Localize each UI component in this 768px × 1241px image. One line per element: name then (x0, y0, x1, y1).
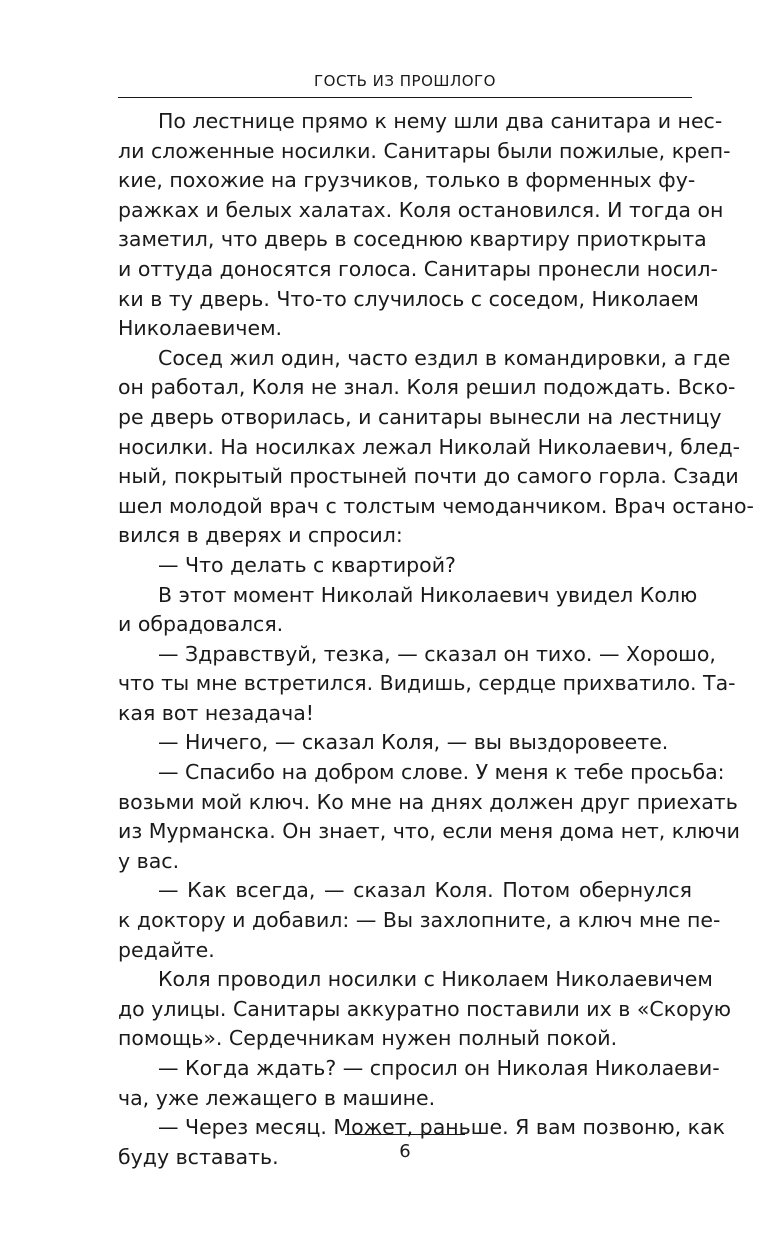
text-line: из Мурманска. Он знает, что, если меня дома нет, ключи (118, 819, 740, 844)
text-line: кие, похожие на грузчиков, только в форменных фу- (118, 168, 696, 193)
text-line: кая вот незадача! (118, 700, 314, 725)
running-title: ГОСТЬ ИЗ ПРОШЛОГО (314, 72, 496, 90)
text-line: что ты мне встретился. Видишь, сердце прихватило. Та- (118, 671, 736, 696)
text-line: редайте. (118, 937, 215, 962)
text-line: ки в ту дверь. Что-то случилось с соседом, Николаем (118, 286, 699, 311)
text-line: возьми мой ключ. Ко мне на днях должен друг приехать (118, 789, 738, 814)
paragraph (118, 1054, 720, 1113)
paragraph (118, 758, 740, 876)
paragraph (118, 876, 721, 965)
paragraph (118, 344, 754, 551)
text-line: вился в дверях и спросил: (118, 523, 403, 548)
header-rule (118, 97, 692, 98)
text-line: ный, покрытый простыней почти до самого горла. Сзади (118, 464, 739, 489)
text-line: заметил, что дверь в соседнюю квартиру приоткрыта (118, 227, 707, 252)
text-line: — Как всегда, — сказал Коля. Потом обернулся (158, 878, 692, 903)
text-line: — Спасибо на добром слове. У меня к тебе просьба: (158, 760, 725, 785)
text-line: ре дверь отворилась, и санитары вынесли на лестницу (118, 404, 722, 429)
text-line: В этот момент Николай Николаевич увидел Колю (158, 582, 698, 607)
text-line: ли сложенные носилки. Санитары были пожилые, креп- (118, 138, 731, 163)
text-line: он работал, Коля не знал. Коля решил подождать. Вско- (118, 375, 736, 400)
paragraph (118, 581, 698, 640)
text-line: и оттуда доносятся голоса. Санитары пронесли носил- (118, 256, 718, 281)
text-line: до улицы. Санитары аккуратно поставили их в «Скорую (118, 996, 732, 1021)
text-line: помощь». Сердечникам нужен полный покой. (118, 1026, 618, 1051)
text-line: к доктору и добавил: — Вы захлопните, а ключ мне пе- (118, 908, 721, 933)
text-line: и обрадовался. (118, 612, 284, 637)
footer-rule (345, 1134, 465, 1135)
text-line: буду вставать. (118, 1144, 279, 1169)
paragraph (118, 728, 692, 758)
text-line: По лестнице прямо к нему шли два санитара и нес- (158, 109, 723, 133)
paragraph (118, 640, 736, 729)
text-line: — Здравствуй, тезка, — сказал он тихо. — Хорошо, (158, 641, 716, 666)
paragraph (118, 107, 731, 344)
paragraph (118, 965, 732, 1054)
text-line: Сосед жил один, часто ездил в командировки, а где (158, 345, 731, 370)
text-line: Николаевичем. (118, 316, 283, 341)
text-line: — Через месяц. Может, раньше. Я вам позвоню, как (158, 1115, 726, 1140)
paragraph (118, 551, 692, 581)
text-line: у вас. (118, 848, 180, 873)
text-line: — Ничего, — сказал Коля, — вы выздоровеете. (158, 730, 669, 755)
body-text (118, 107, 754, 1172)
text-line: ча, уже лежащего в машине. (118, 1085, 436, 1110)
text-line: Коля проводил носилки с Николаем Николаевичем (158, 967, 713, 992)
text-line: носилки. На носилках лежал Николай Николаевич, блед- (118, 434, 741, 459)
text-line: — Что делать с квартирой? (158, 552, 456, 577)
text-line: — Когда ждать? — спросил он Николая Николаеви- (158, 1056, 720, 1080)
page-number: 6 (399, 1141, 411, 1162)
text-line: ражках и белых халатах. Коля остановился. И тогда он (118, 197, 724, 222)
text-line: шел молодой врач с толстым чемоданчиком. Врач остано- (118, 493, 754, 518)
